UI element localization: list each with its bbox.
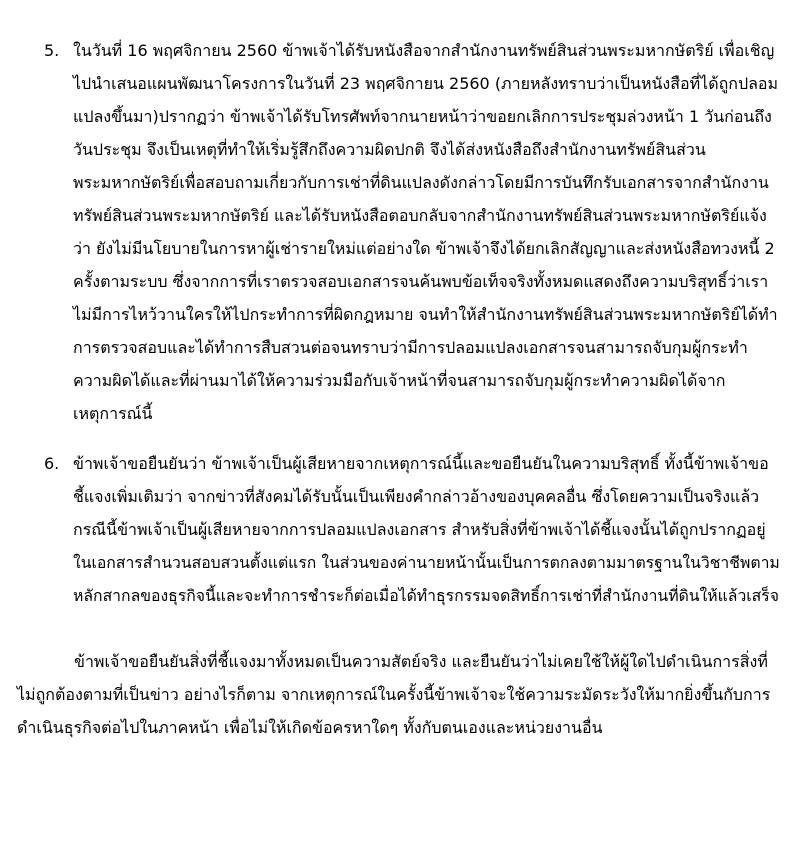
item-6-line: กรณีนี้ข้าพเจ้าเป็นผู้เสียหายจากการปลอมแปลงเอกสาร สำหรับสิ่งที่ข้าพเจ้าได้ชี้แจงนั้นได้ถูกปรากฏอยู่	[73, 520, 766, 539]
item-5-line: วันประชุม จึงเป็นเหตุที่ทำให้เริ่มรู้สึกถึงความผิดปกติ จึงได้ส่งหนังสือถึงสำนักงานทรัพย์สินส่วน	[73, 140, 706, 159]
item-5-line: ทรัพย์สินส่วนพระมหากษัตริย์ และได้รับหนังสือตอบกลับจากสำนักงานทรัพย์สินส่วนพระมหากษัตริย์แจ้ง	[73, 206, 767, 225]
item-5-line: ไปนำเสนอแผนพัฒนาโครงการในวันที่ 23 พฤศจิกายน 2560 (ภายหลังทราบว่าเป็นหนังสือที่ได้ถูกปลอม	[73, 74, 779, 93]
item-5-line: ในวันที่ 16 พฤศจิกายน 2560 ข้าพเจ้าได้รับหนังสือจากสำนักงานทรัพย์สินส่วนพระมหากษัตริย์ เพื่อเชิญ	[73, 41, 775, 60]
item-5-line: แปลงขึ้นมา)ปรากฏว่า ข้าพเจ้าได้รับโทรศัพท์จากนายหน้าว่าขอยกเลิกการประชุมล่วงหน้า 1 วันก่อนถึง	[73, 107, 772, 126]
item-5-line: พระมหากษัตริย์เพื่อสอบถามเกี่ยวกับการเช่าที่ดินแปลงดังกล่าวโดยมีการบันทึกรับเอกสารจากสำนักงาน	[73, 173, 769, 192]
item-5-line: ไม่มีการไหว้วานใครให้ไปกระทำการที่ผิดกฎหมาย จนทำให้สำนักงานทรัพย์สินส่วนพระมหากษัตริย์ได้ทำ	[73, 305, 778, 324]
item-6-line: ข้าพเจ้าขอยืนยันว่า ข้าพเจ้าเป็นผู้เสียหายจากเหตุการณ์นี้และขอยืนยันในความบริสุทธิ์ ทั้งนี้ข้าพเจ้าขอ	[73, 454, 769, 473]
item-5-line: ว่า ยังไม่มีนโยบายในการหาผู้เช่ารายใหม่แต่อย่างใด ข้าพเจ้าจึงได้ยกเลิกสัญญาและส่งหนังสือทวงหนี้ 2	[73, 239, 775, 258]
item-6-line: หลักสากลของธุรกิจนี้และจะทำการชำระก็ต่อเมื่อได้ทำธุรกรรมจดสิทธิ์การเช่าที่สำนักงานที่ดินให้แล้วเสร็จ	[73, 586, 779, 605]
item-5-line: ครั้งตามระบบ ซึ่งจากการที่เราตรวจสอบเอกสารจนค้นพบข้อเท็จจริงทั้งหมดแสดงถึงความบริสุทธิ์ว่าเรา	[73, 272, 769, 291]
item-5-line: เหตุการณ์นี้	[73, 404, 153, 423]
closing-line: ไม่ถูกต้องตามที่เป็นข่าว อย่างไรก็ตาม จากเหตุการณ์ในครั้งนี้ข้าพเจ้าจะใช้ความระมัดระวังให้มากยิ่งขึ้นกับการ	[17, 685, 771, 704]
item-5-line: ความผิดได้และที่ผ่านมาได้ให้ความร่วมมือกับเจ้าหน้าที่จนสามารถจับกุมผู้กระทำความผิดได้จาก	[73, 371, 726, 390]
item-6-line: ชี้แจงเพิ่มเติมว่า จากข่าวที่สังคมได้รับนั้นเป็นเพียงคำกล่าวอ้างของบุคคลอื่น ซึ่งโดยความเป็นจริงแล้ว	[73, 487, 760, 506]
closing-line: ข้าพเจ้าขอยืนยันสิ่งที่ชี้แจงมาทั้งหมดเป็นความสัตย์จริง และยืนยันว่าไม่เคยใช้ให้ผู้ใดไปดำเนินการสิ่งที่	[74, 652, 768, 671]
item-5-line: การตรวจสอบและได้ทำการสืบสวนต่อจนทราบว่ามีการปลอมแปลงเอกสารจนสามารถจับกุมผู้กระทำ	[73, 338, 748, 357]
item-6-line: ในเอกสารสำนวนสอบสวนตั้งแต่แรก ในส่วนของค่านายหน้านั้นเป็นการตกลงตามมาตรฐานในวิชาชีพตาม	[73, 553, 780, 572]
item-number: 6.	[44, 454, 60, 473]
item-number: 5.	[44, 41, 60, 60]
closing-line: ดำเนินธุรกิจต่อไปในภาคหน้า เพื่อไม่ให้เกิดข้อครหาใดๆ ทั้งกับตนเองและหน่วยงานอื่น	[17, 718, 603, 737]
